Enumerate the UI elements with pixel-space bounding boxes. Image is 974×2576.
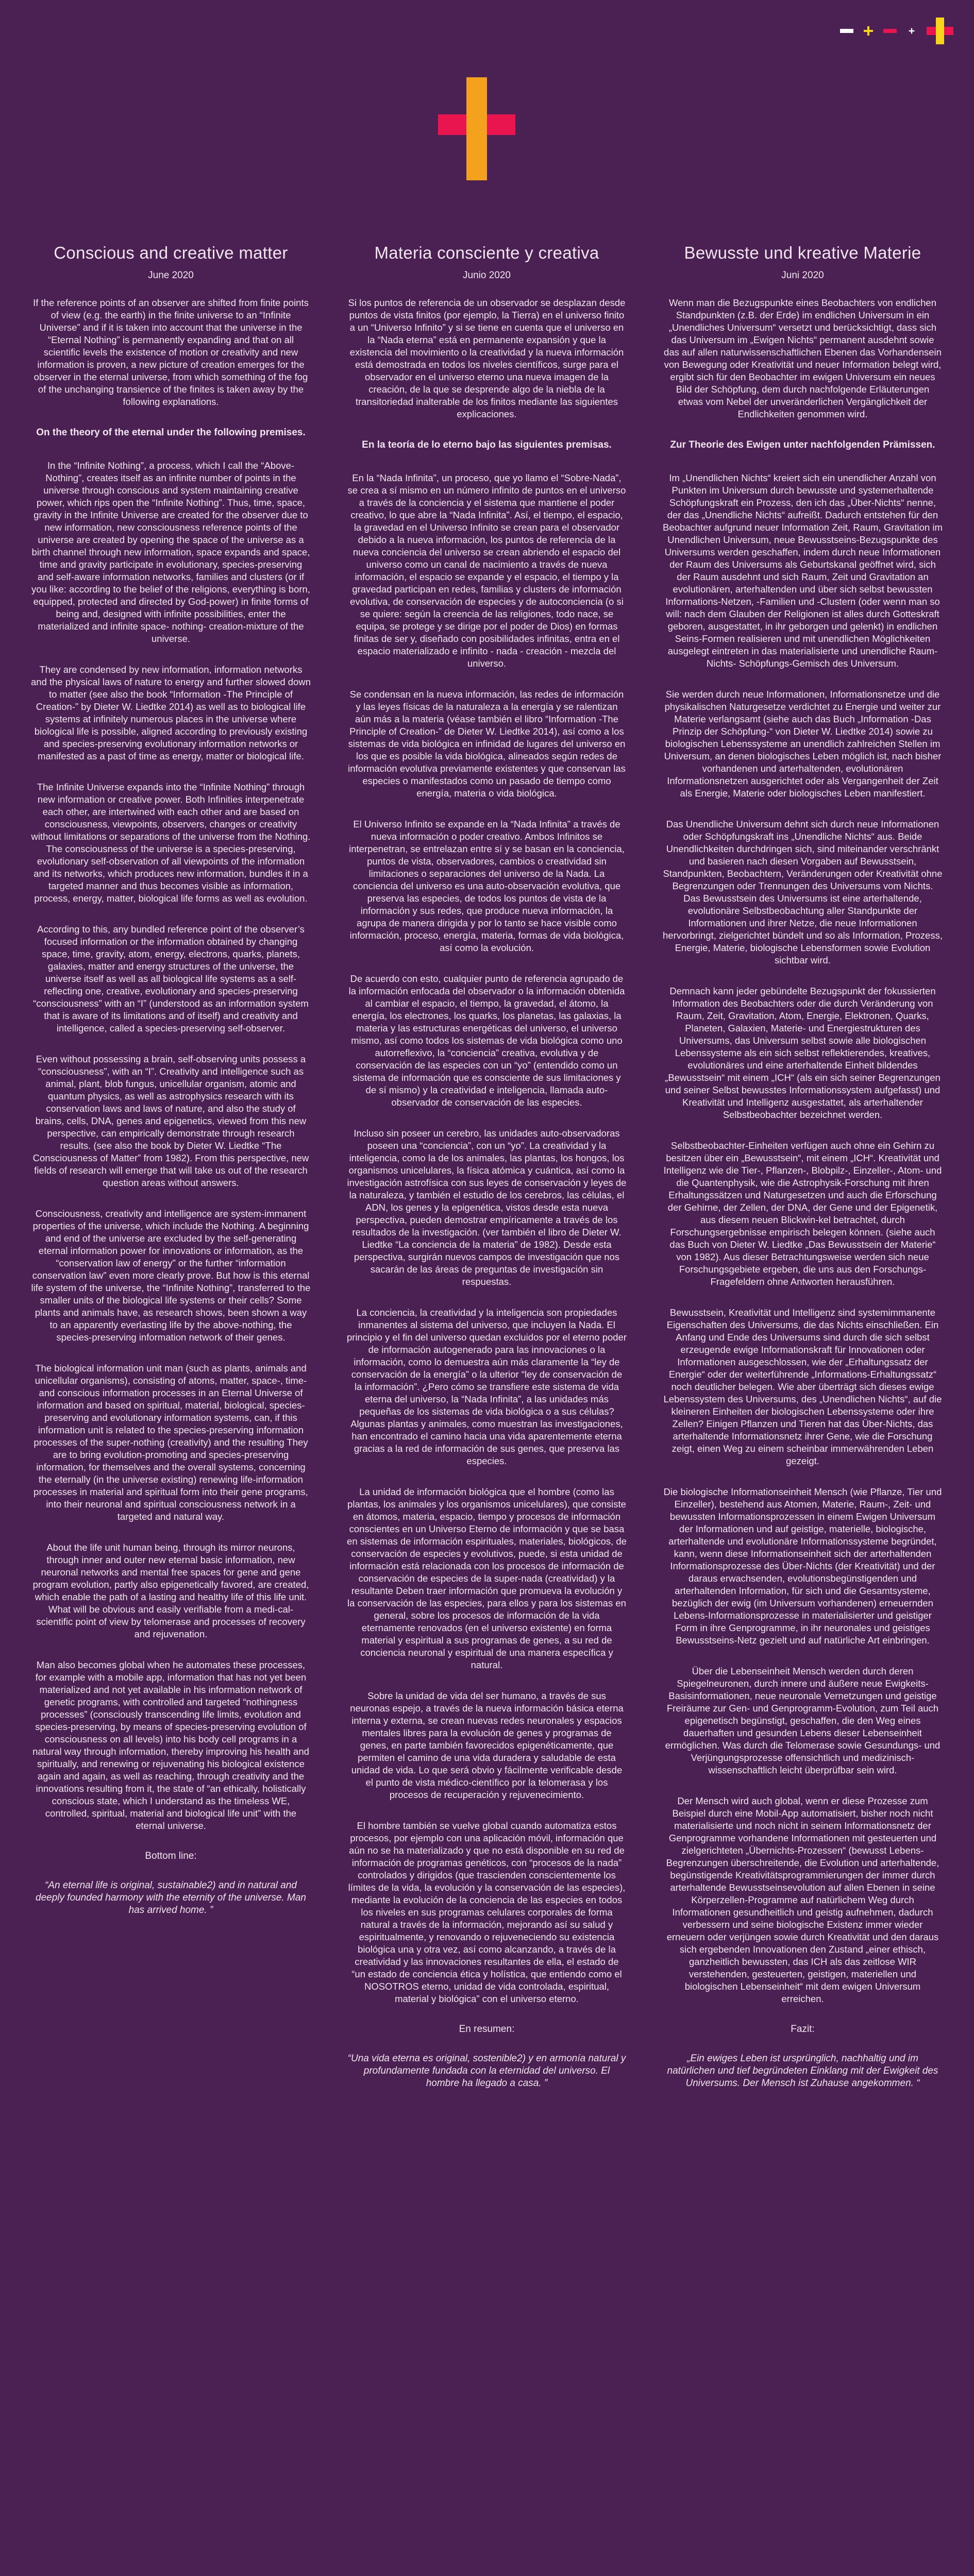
section-heading: On the theory of the eternal under the following premises. — [36, 427, 306, 438]
article-date: Junio 2020 — [463, 270, 511, 281]
intro-paragraph: Si los puntos de referencia de un observador se desplazan desde puntos de vista finitos (por ejemplo, la Tierra) en el universo finito a un “Universo Infinito” y si se tiene en cuenta que el universo en la “Nada eterna” está en permanente expansión y que la existencia del movimiento o la creatividad y la nueva información está demostrada en todos los niveles científicos, surge para el observador en el universo eterno una nueva imagen de la creación, de la que se desprende algo de la niebla de la transitoriedad inalterable de los finitos mediante las siguientes explicaciones. — [348, 297, 626, 419]
section-heading: En la teoría de lo eterno bajo las siguientes premisas. — [362, 439, 612, 450]
intro-paragraph: If the reference points of an observer are shifted from finite points of view (e.g. the earth) in the finite universe to an “Infinite Universe” and if it is taken into account that the universe in the “Eternal Nothing” is permanently expanding and that on all scientific levels the existence of motion or creativity and new information is proven, a new picture of creation emerges for the observer in the eternal universe, from which something of the fog of the unchanging transience of the finites is taken away by the following explanations. — [33, 297, 309, 407]
article-title: Materia consciente y creativa — [374, 243, 599, 262]
column-german — [663, 242, 943, 2090]
body-paragraph: La unidad de información biológica que el hombre (como las plantas, los animales y los organismos unicelulares), que consiste en átomos, materia, espacio, tiempo y procesos de información conscientes en un Universo Eterno de información y que se basa en sistemas de información espirituales, materiales, biológicos, de conservación de especies y evolutivos, puede, si esta unidad de información está relacionada con los procesos de información de conservación de especies de la super-nada (creatividad) y la resultante Deben traer información que promueva la evolución y la conservación de las especies, para ellos y para los sistemas en general, sobre los procesos de información de la vida eternamente renovados (en el universo existente) en forma material y espiritual a sus programas de genes, a su red de conciencia neuronal y espiritual de una manera específica y natural. — [347, 1486, 627, 1670]
body-paragraph: They are condensed by new information, information networks and the physical laws of nature to energy and further slowed down to matter (see also the book “Information -The Principle of Creation-” by Dieter W. Liedtke 2014) as well as to biological life systems at infinitely numerous places in the universe where biological life is possible, aligned according to previously existing and species-preserving evolutionary information networks or manifested as a past of time as energy, matter or biological life. — [31, 664, 311, 761]
top-icon-bar — [840, 15, 953, 46]
body-paragraph: In the “Infinite Nothing”, a process, which I call the “Above-Nothing”, creates itself as an infinite number of points in the universe through conscious and system maintaining creative power, which rips open the “Infinite Nothing”. Thus, time, space, gravity in the Infinite Universe are created for the observer due to new information, new consciousness reference points of the universe are created by opening the space of the universe as a birth channel through new information, space expands and space, time and gravity participate in evolutionary, species-preserving and self-aware information networks, families and clusters (or if you like: according to the belief of the religions, everything is born, equipped, protected and directed by God-power) in finite forms of being and, designed with infinite possibilities, enter the materialized and infinite space- nothing- creation-mixture of the universe. — [31, 460, 310, 644]
column-spanish — [347, 242, 627, 2090]
body-paragraph: El Universo Infinito se expande en la “Nada Infinita” a través de nueva información o poder creativo. Ambos Infinitos se interpenetran, se entrelazan entre sí y se basan en la conciencia, puntos de vista, observadores, cambios o creatividad sin limitaciones o separaciones del universo de la Nada. La conciencia del universo es una auto-observación evolutiva, que preserva las especies, de todos los puntos de vista de la información y sus redes, que produce nueva información, la agrupa de manera dirigida y por lo tanto se hace visible como información, proceso, energía, materia, formas de vida biológica, así como la evolución. — [349, 819, 625, 953]
body-paragraph: Der Mensch wird auch global, wenn er diese Prozesse zum Beispiel durch eine Mobil-App automatisiert, bisher noch nicht materialisierte und noch nicht in seinem Informationsnetz der Genprogramme vorhandene Informationen mit gesteuerten und zielgerichteten „Übernichts-Prozessen“ (bewusst Lebens-Begrenzungen überschreitende, die Evolution und arterhaltende, begünstigende Kreativitätsprogrammierungen der immer durch arterhaltende Bewusstseinsevolution auf allen Ebenen in seine Körperzellen-Programme auf natürlichem Weg durch Informationen gesundheitlich und geistig aufnehmen, dadurch verbessern und seine biologische Existenz immer wieder erneuern oder verjüngen sowie durch Kreativität und den daraus sich ergebenden Innovationen den Zustand „einer ethisch, ganzheitlich bewussten, das ICH als das zeitlose WIR verstehenden, gesteuerten, geistigen, materiellen und biologischen Lebenseinheit“ mit dem ewigen Universum erreichen. — [666, 1795, 939, 2004]
red-dash-icon — [883, 29, 897, 33]
summary-label: Bottom line: — [145, 1851, 197, 1861]
summary-label: En resumen: — [459, 2024, 515, 2035]
body-paragraph: The Infinite Universe expands into the “Infinite Nothing” through new information or creative power. Both Infinities interpenetrate each other, are intertwined with each other and are based on consciousness, viewpoints, observers, changes or creativity without limitations or separations of the universe from the Nothing. The consciousness of the universe is a species-preserving, evolutionary self-observation of all viewpoints of the information and its networks, which produces new information, bundles it in a targeted manner and thus becomes visible as information, process, energy, matter, biological life forms as well as evolution. — [31, 782, 311, 904]
body-paragraph: About the life unit human being, through its mirror neurons, through inner and outer new eternal basic information, new neuronal networks and mental free spaces for gene and gene program evolution, partly also epigenetically favored, are created, which enable the path of a lasting and healthy life of this life unit. What will be obvious and easily verifiable from a medi-cal-scientific point of view by telomerase and processes of recovery and rejuvenation. — [32, 1542, 309, 1639]
article-columns — [31, 242, 943, 2090]
body-paragraph: De acuerdo con esto, cualquier punto de referencia agrupado de la información enfocada del observador o la información obtenida al cambiar el espacio, el tiempo, la gravedad, el átomo, la energía, los electrones, los quarks, los planetas, las galaxias, la materia y las estructuras energéticas del universo, el universo mismo, así como todos los sistemas de vida biológica como uno autorreflexivo, la “conciencia” creativa, evolutiva y de conservación de las especies con un “yo” (entendido como un sistema de información que es consciente de sus limitaciones y de sí mismo) y la creatividad e inteligencia, llamada auto-observador de conservación de las especies. — [348, 973, 625, 1108]
body-paragraph: Selbstbeobachter-Einheiten verfügen auch ohne ein Gehirn zu besitzen über ein „Bewusstsein“, mit einem „ICH“. Kreativität und Intelligenz wie die Tier-, Pflanzen-, Blobpilz-, Einzeller-, Atom- und die Quantenphysik, wie die Astrophysik-Forschung mit ihren Erhaltungssätzen und Naturgesetzen und auch die Erforschung der Gehirne, der Zellen, der DNA, der Gene und der Epigenetik, aus diesem neuen Blickwin-kel betrachtet, durch Forschungsergebnisse empirisch belegen können. (siehe auch das Buch von Dieter W. Liedtke „Das Bewusstsein der Materie“ von 1982). Aus dieser Betrachtungsweise werden sich neue Forschungsgebiete ergeben, die uns aus den Forschungs-Fragefeldern ohne Antworten herausführen. — [663, 1140, 942, 1287]
article-date: June 2020 — [148, 270, 194, 281]
red-yellow-plus-icon — [927, 18, 953, 44]
body-paragraph: Über die Lebenseinheit Mensch werden durch deren Spiegelneuronen, durch innere und äußere neue Ewigkeits-Basisinformationen, neue neuronale Vernetzungen und geistige Freiräume zur Gen- und Genprogramm-Evolution, zum Teil auch epigenetisch begünstigt, geschaffen, die den Weg eines dauerhaften und gesunden Lebens dieser Lebenseinheit ermöglichen. Was durch die Telomerase sowie Gesundungs- und Verjüngungsprozesse offensichtlich und medizinisch-wissenschaftlich leicht überprüfbar sein wird. — [665, 1666, 941, 1775]
article-date: Juni 2020 — [781, 270, 824, 281]
yellow-plus-icon — [864, 26, 873, 36]
intro-paragraph: Wenn man die Bezugspunkte eines Beobachters von endlichen Standpunkten (z.B. der Erde) im endlichen Universum in ein „Unendliches Universum“ versetzt und berücksichtigt, dass sich das Universum im „Ewigen Nichts“ permanent ausdehnt sowie das auf allen naturwissenschaftlichen Ebenen das Vorhandensein von Bewegung oder Kreativität und neuer Information belegt wird, ergibt sich für den Beobachter im ewigen Universum ein neues Bild der Schöpfung, dem durch nachfolgende Erläuterungen etwas vom Nebel der unveränderlichen Vergänglichkeit der Endlichkeiten genommen wird. — [664, 297, 942, 419]
body-paragraph: Incluso sin poseer un cerebro, las unidades auto-observadoras poseen una “conciencia”, con un “yo”. La creatividad y la inteligencia, como la de los animales, las plantas, los hongos, los organismos unicelulares, la física atómica y cuántica, así como la investigación astrofísica con sus leyes de conservación y leyes de la naturaleza, y también el estudio de los cerebros, las células, el ADN, los genes y la epigenética, vistos desde esta nueva perspectiva, pueden demostrar empíricamente a través de los resultados de la investigación. (ver también el libro de Dieter W. Liedtke “La conciencia de la materia” de 1982). Desde esta perspectiva, surgirán nuevos campos de investigación que nos sacarán de las áreas de preguntas de investigación sin respuestas. — [347, 1128, 627, 1287]
summary-quote: “An eternal life is original, sustainable2) and in natural and deeply founded harmony with the eternity of the universe. Man has arrived home. ” — [36, 1880, 306, 1916]
body-paragraph: Consciousness, creativity and intelligence are system-immanent properties of the universe, which include the Nothing. A beginning and end of the universe are excluded by the self-generating eternal information power for innovations or information, as the “conservation law of energy” or the further “information conservation law” even more clearly prove. But how is this eternal life system of the universe, the “Infinite Nothing”, transferred to the smaller units of the biological life systems or their cells? Some plants and animals have, as research shows, been shown a way to an apparently everlasting life by the above-nothing, the species-preserving information network of their genes. — [31, 1208, 311, 1343]
body-paragraph: En la “Nada Infinita”, un proceso, que yo llamo el “Sobre-Nada”, se crea a sí mismo en un número infinito de puntos en el universo a través de la conciencia y el sistema que mantiene el poder creativo, lo que abre la “Nada Infinita”. Así, el tiempo, el espacio, la gravedad en el Universo Infinito se crean para el observador debido a la nueva información, los puntos de referencia de la nueva conciencia del universo se crean abriendo el espacio del universo como un canal de nacimiento a través de nueva información, el espacio se expande y el espacio, el tiempo y la gravedad participan en redes, familias y clusters de información evolutiva, de conservación de especies y de autoconciencia (o si se quiere: según la creencia de las religiones, todo nace, se equipa, se protege y se dirige por el poder de Dios) en formas finitas de ser y, diseñado con posibilidades infinitas, entra en el espacio materializado e infinito - nada - creación - mezcla del universo. — [347, 472, 626, 669]
body-paragraph: Man also becomes global when he automates these processes, for example with a mobile app, information that has not yet been materialized and not yet available in his information network of genetic programs, with controlled and targeted “nothingness processes” (consciously transcending life limits, evolution and species-preserving, by means of species-preserving evolution of consciousness on all levels) into his body cell programs in a natural way through information, thereby improving his health and spiritually, and renewing or rejuvenating his biological existence again and again, as well as reaching, through creativity and the innovations resulting from it, the state of “an ethically, holistically conscious state, which I understand as the timeless WE, controlled, spiritual, material and biological life unit” with the eternal universe. — [32, 1659, 309, 1831]
section-heading: Zur Theorie des Ewigen unter nachfolgenden Prämissen. — [670, 439, 935, 450]
summary-label: Fazit: — [791, 2024, 815, 2035]
summary-quote: “Una vida eterna es original, sostenible2) y en armonía natural y profundamente fundada con la eternidad del universo. El hombre ha llegado a casa. ” — [347, 2053, 626, 2089]
white-small-plus-icon — [909, 28, 915, 34]
body-paragraph: The biological information unit man (such as plants, animals and unicellular organisms), consisting of atoms, matter, space-, time- and conscious information processes in an Eternal Universe of information and based on spiritual, material, biological, species-preserving and evolutionary information systems, can, if this information unit is related to the species-preserving information processes of the super-nothing (creativity) and the resulting They are to bring evolution-promoting and species-preserving information, for themselves and the overall systems, concerning the eternally (in the universe existing) renewing life-information processes in material and spiritual form into their gene programs, into their neuronal and spiritual consciousness network in a targeted and natural way. — [33, 1363, 308, 1522]
body-paragraph: Se condensan en la nueva información, las redes de información y las leyes físicas de la naturaleza a la energía y se ralentizan aún más a la materia (véase también el libro “Information -The Principle of Creation-” de Dieter W. Liedtke 2014), así como a los sistemas de vida biológica en infinidad de lugares del universo en los que es posible la vida biológica, alineados según redes de información evolutiva previamente existentes y que conservan las especies o manifestados como un pasado de tiempo como energía, materia o vida biológica. — [348, 689, 626, 799]
red-yellow-plus-logo — [438, 77, 515, 180]
article-title: Bewusste und kreative Materie — [684, 243, 921, 262]
body-paragraph: Die biologische Informationseinheit Mensch (wie Pflanze, Tier und Einzeller), bestehend aus Atomen, Materie, Raum-, Zeit- und bewussten Informationsprozessen in einem Ewigen Universum der Informationen und auf geistige, materielle, biologische, arterhaltende und evolutionäre Informationssysteme begründet, kann, wenn diese Informationseinheit sich der arterhaltenden Informationsprozesse des Über-Nichts (der Kreativität) und der daraus erwachsenden, evolutionsbegünstigenden und arterhaltenden Information, für sich und die Gesamtsysteme, bezüglich der ewig (im Universum vorhandenen) erneuernden Lebens-Informationsprozesse in materialisierter und geistiger Form in ihre Genprogramme, in ihr neuronales und geistiges Bewusstseins-Netz gezielt und auf natürliche Art einbringen. — [663, 1486, 942, 1646]
body-paragraph: Bewusstsein, Kreativität und Intelligenz sind systemimmanente Eigenschaften des Universums, die das Nichts einschließen. Ein Anfang und Ende des Universums sind durch die sich selbst erzeugende ewige Informationskraft für Innovationen oder Informationen ausgeschlossen, wie der „Erhaltungssatz der Energie“ oder der weiterführende „Informations-Erhaltungssatz“ noch deutlicher belegen. Wie aber überträgt sich dieses ewige Lebenssystem des Universums, des „Unendlichen Nichts“, auf die kleineren Einheiten der biologischen Lebenssysteme oder ihre Zellen? Einigen Pflanzen und Tieren hat das Über-Nichts, das arterhaltende Informationsnetz ihrer Gene, wie die Forschung zeigt, einen Weg zu einem scheinbar immerwährenden Leben gezeigt. — [663, 1307, 942, 1466]
white-dash-icon — [840, 29, 853, 33]
summary-quote: „Ein ewiges Leben ist ursprünglich, nachhaltig und im natürlichen und tief begründeten Einklang mit der Ewigkeit des Universums. Der Mensch ist Zuhause angekommen. “ — [667, 2053, 938, 2089]
body-paragraph: According to this, any bundled reference point of the observer’s focused information or the information obtained by changing space, time, gravity, atom, energy, electrons, quarks, planets, galaxies, matter and energy structures of the universe, the universe itself as well as all biological life systems as a self-reflecting one, creative, evolutionary and species-preserving “consciousness” with an “I” (understood as an information system that is aware of its limitations and of itself) and creativity and intelligence, called a species-preserving self-observer. — [33, 924, 309, 1033]
body-paragraph: Sobre la unidad de vida del ser humano, a través de sus neuronas espejo, a través de la nueva información básica eterna interna y externa, se crean nuevas redes neuronales y espacios mentales libres para la evolución de genes y programas de genes, en parte también favorecidos epigenéticamente, que permiten el camino de una vida duradera y saludable de esta unidad de vida. Lo que será obvio y fácilmente verificable desde el punto de vista médico-científico por la telomerasa y los procesos de recuperación y rejuvenecimiento. — [350, 1690, 624, 1800]
body-paragraph: La conciencia, la creatividad y la inteligencia son propiedades inmanentes al sistema del universo, que incluyen la Nada. El principio y el fin del universo quedan excluidos por el eterno poder de información autogenerado para las innovaciones o la información, como lo demuestra aún más claramente la “ley de conservación de la energía” o la ulterior “ley de conservación de la información”. ¿Pero cómo se transfiere este sistema de vida eterna del universo, la “Nada Infinita”, a las unidades más pequeñas de los sistemas de vida biológica o a sus células? Algunas plantas y animales, como muestran las investigaciones, han encontrado el camino hacia una vida aparentemente eterna gracias a la red de información de sus genes, que preserva las especies. — [347, 1307, 627, 1466]
body-paragraph: Im „Unendlichen Nichts“ kreiert sich ein unendlicher Anzahl von Punkten im Universum durch bewusste und systemerhaltende Schöpfungskraft ein Prozess, den ich das „Über-Nichts“ nenne, der das „Unendliche Nichts“ aufreißt. Dadurch entstehen für den Beobachter aufgrund neuer Information Zeit, Raum, Gravitation im Unendlichen Universum, neue Bewusstseins-Bezugspunkte des Universums werden geschaffen, indem durch neue Informationen der Raum des Universums als Geburtskanal geöffnet wird, sich der Raum ausdehnt und sich Raum, Zeit und Gravitation an evolutionären, arterhaltenden und über sich selbst bewussten Informations-Netzen, -Familien und -Clustern (oder wenn man so will: nach dem Glauben der Religionen ist alles durch Gotteskraft geboren, ausgestattet, in ihr geborgen und gelenkt) in endlichen Seins-Formen realisieren und mit unendlichen Möglichkeiten ausgelegt eintreten in das materialisierte und unendliche Raum- Nichts- Schöpfungs-Gemisch des Universum. — [663, 472, 943, 669]
column-english — [31, 242, 311, 2090]
body-paragraph: Demnach kann jeder gebündelte Bezugspunkt der fokussierten Information des Beobachters oder die durch Veränderung von Raum, Zeit, Gravitation, Atom, Energie, Elektronen, Quarks, Planeten, Galaxien, Materie- und Energiestrukturen des Universums, das Universum selbst sowie alle biologischen Lebenssysteme als ein sich selbst reflektierendes, kreatives, evolutionäres und eine arterhaltende Einheit bildendes „Bewusstsein“ mit einem „ICH“ (als ein sich seiner Begrenzungen und seiner Selbst bewusstes Informationssystem aufgefasst) und Kreativität und Intelligenz ausgestattet, als arterhaltender Selbstbeobachter bezeichnet werden. — [665, 986, 941, 1120]
body-paragraph: Das Unendliche Universum dehnt sich durch neue Informationen oder Schöpfungskraft ins „Unendliche Nichts“ aus. Beide Unendlichkeiten durchdringen sich, sind miteinander verschränkt und basieren nach diesen Vorgaben auf Bewusstsein, Standpunkten, Beobachtern, Veränderungen oder Kreativität ohne Begrenzungen oder Trennungen des Universums vom Nichts. Das Bewusstsein des Universums ist eine arterhaltende, evolutionäre Selbstbeobachtung aller Standpunkte der Informationen und ihrer Netze, die neue Informationen hervorbringt, zielgerichtet bündelt und so als Information, Prozess, Energie, Materie, biologische Lebensformen sowie Evolution sichtbar wird. — [663, 819, 943, 965]
body-paragraph: Even without possessing a brain, self-observing units possess a “consciousness”, with an “I”. Creativity and intelligence such as animal, plant, blob fungus, unicellular organism, atomic and quantum physics, as well as astrophysics research with its conservation laws and laws of nature, and also the study of brains, cells, DNA, genes and epigenetics, viewed from this new perspective, can empirically demonstrate through research results. (see also the book by Dieter W. Liedtke “The Consciousness of Matter” from 1982). From this perspective, new fields of research will emerge that will take us out of the research question areas without answers. — [32, 1054, 309, 1188]
body-paragraph: Sie werden durch neue Informationen, Informationsnetze und die physikalischen Naturgesetze verdichtet zu Energie und weiter zur Materie verlangsamt (siehe auch das Buch „Information -Das Prinzip der Schöpfung-“ von Dieter W. Liedtke 2014) sowie zu biologischen Lebenssysteme an unendlich zahlreichen Stellen im Universum, an denen biologisches Leben möglich ist, nach bisher vorhandenen und arterhaltenden, evolutionären Informationsnetzen ausgerichtet oder als Vergangenheit der Zeit als Energie, Materie oder biologisches Leben manifestiert. — [664, 689, 942, 799]
body-paragraph: El hombre también se vuelve global cuando automatiza estos procesos, por ejemplo con una aplicación móvil, información que aún no se ha materializado y que no está disponible en su red de información de programas genéticos, con “procesos de la nada” controlados y dirigidos (que trascienden conscientemente los límites de la vida, la evolución y la conservación de las especies), mediante la evolución de la conciencia de las especies en todos los niveles en sus programas celulares corporales de forma natural a través de la información, mejorando así su salud y espiritualmente, y renovando o rejuveneciendo su existencia biológica una y otra vez, así como alcanzando, a través de la creatividad y las innovaciones resultantes de ella, el estado de “un estado de conciencia ética y holística, que entiendo como el NOSOTROS eterno, unidad de vida controlada, espiritual, material y biológica” con el universo eterno. — [348, 1820, 626, 2004]
article-title: Conscious and creative matter — [54, 243, 288, 262]
